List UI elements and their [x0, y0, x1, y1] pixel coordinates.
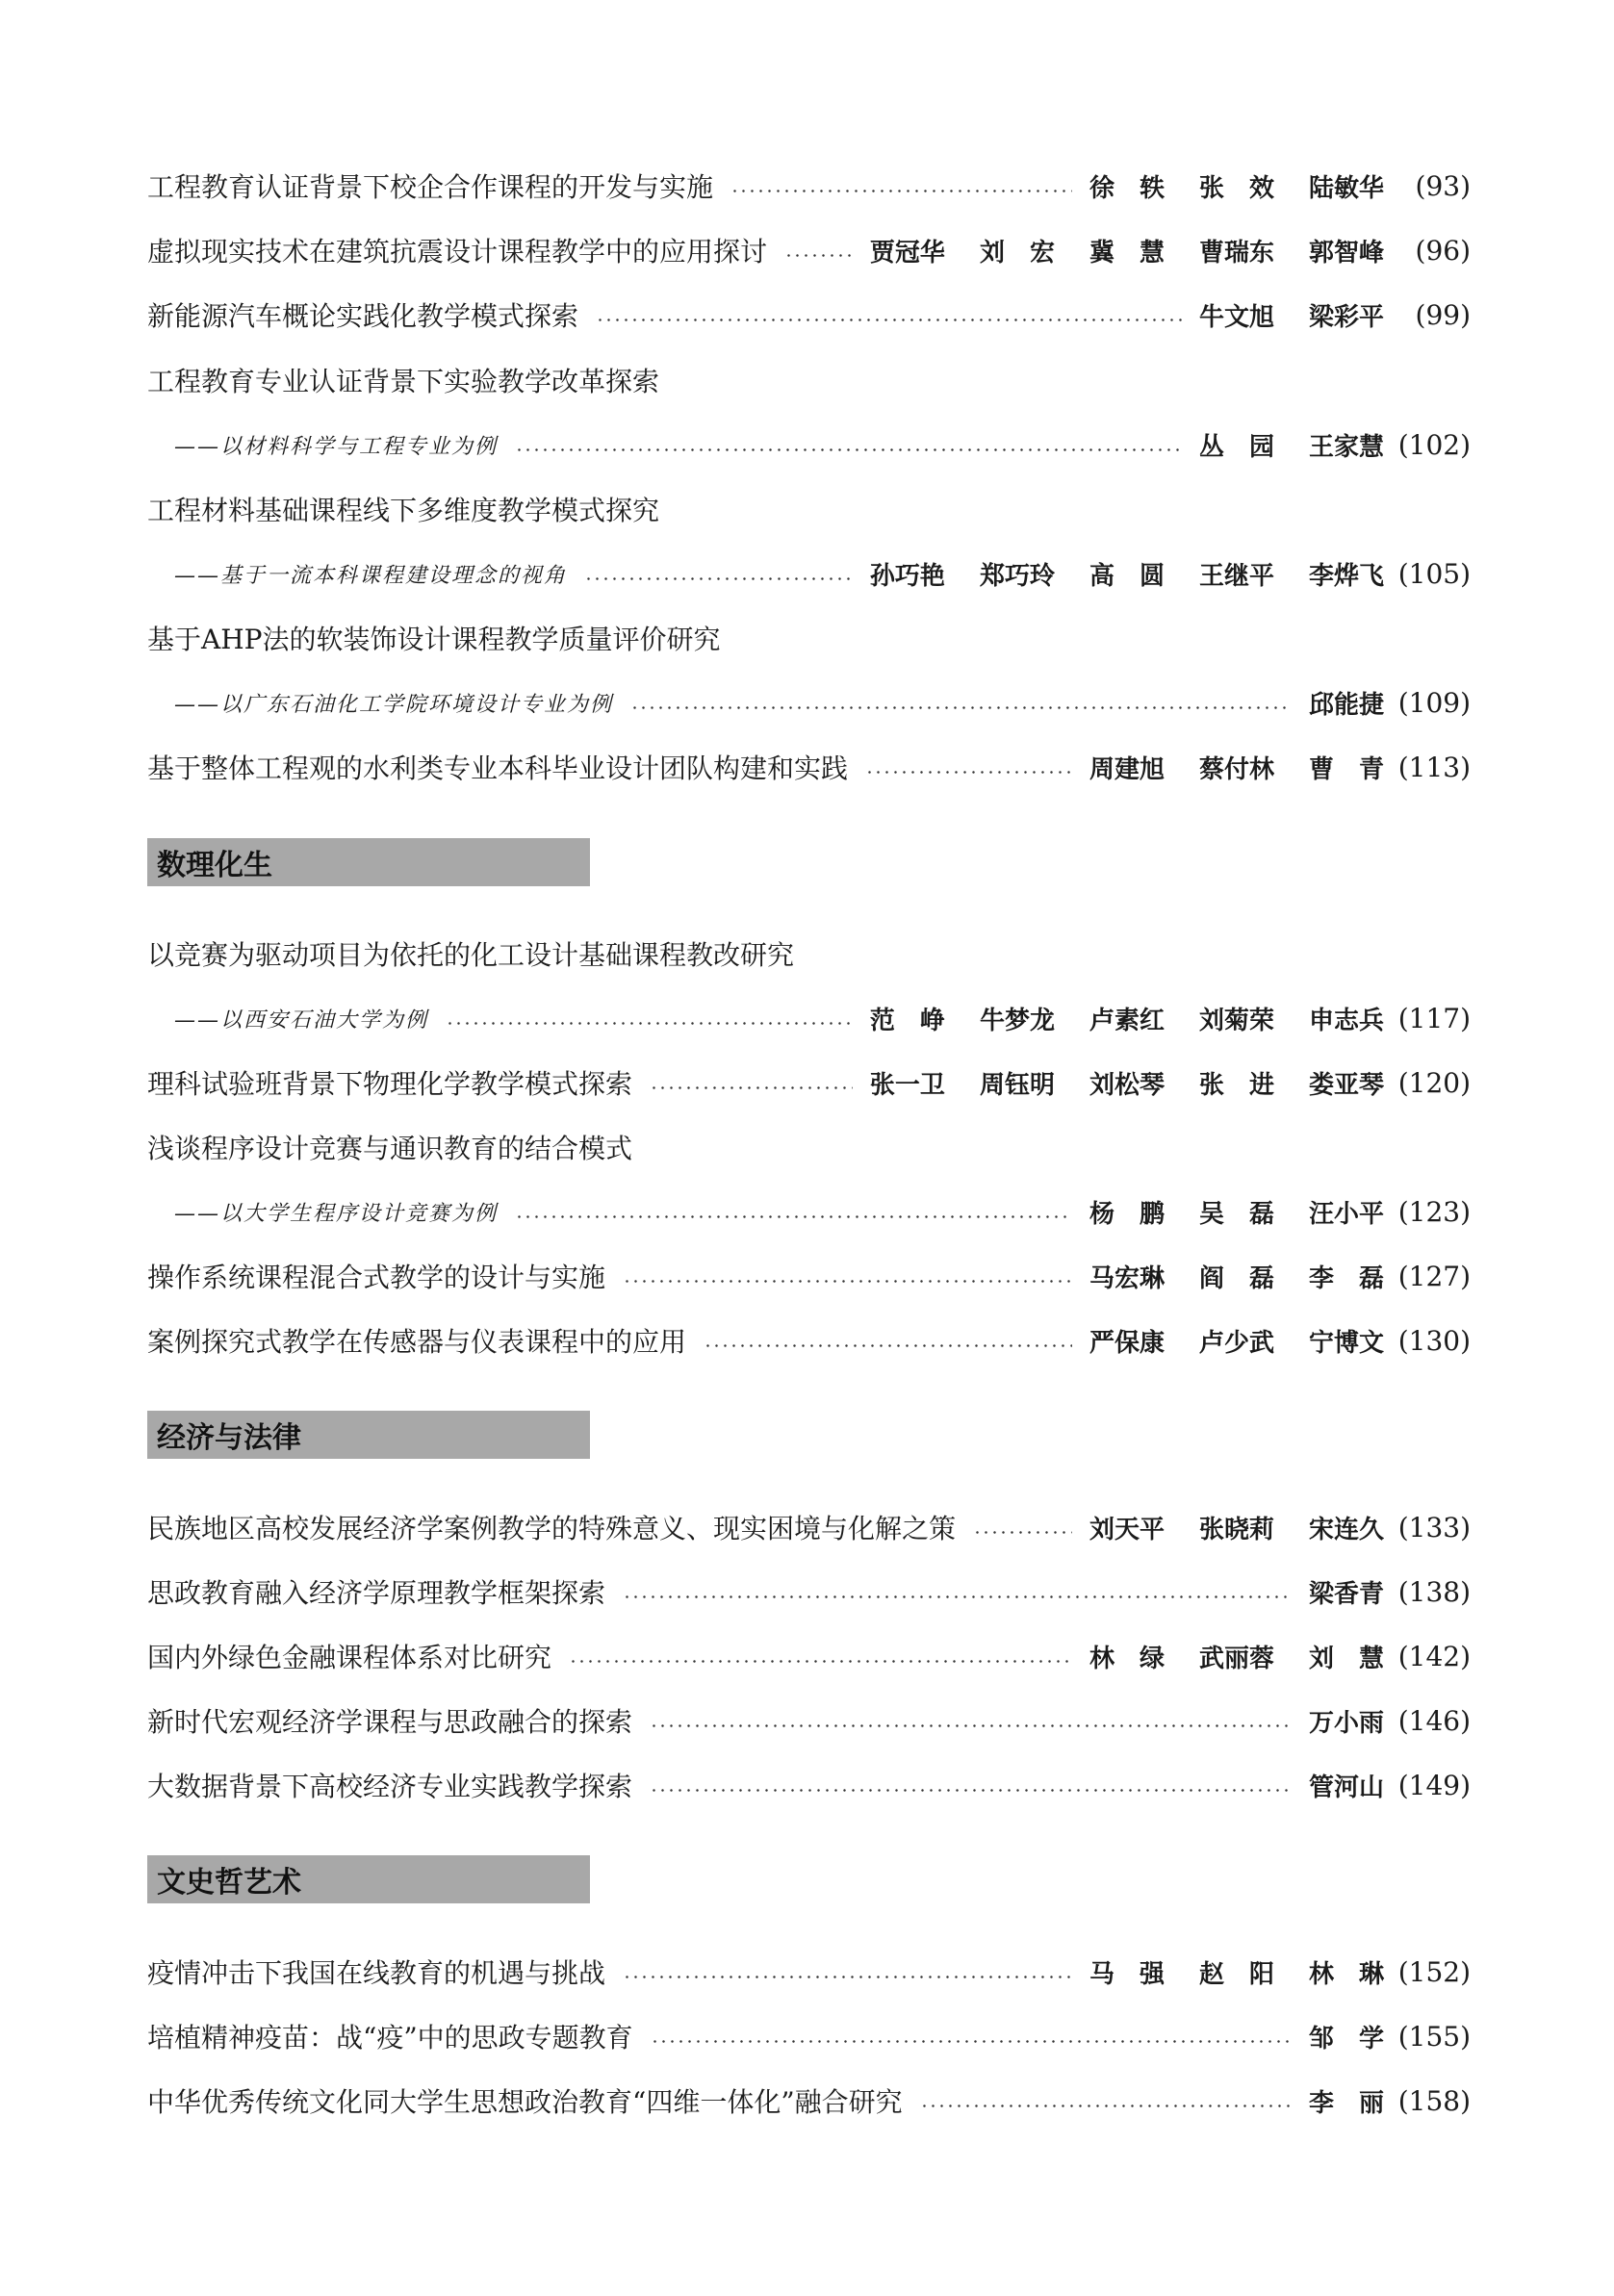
page-number: (109)	[1397, 686, 1471, 719]
dot-leader	[446, 1022, 853, 1025]
page-number: (138)	[1397, 1575, 1471, 1608]
entry-title: 以竞赛为驱动项目为依托的化工设计基础课程教改研究	[147, 939, 795, 971]
author-name: 刘菊荣	[1198, 1006, 1274, 1035]
page-number: (142)	[1397, 1640, 1471, 1672]
author-list	[1309, 2083, 1384, 2119]
page-number: (149)	[1397, 1769, 1471, 1801]
author-name: 张晓莉	[1198, 1515, 1274, 1544]
author-name: 管河山	[1308, 1773, 1384, 1802]
entry-subtitle: ——以大学生程序设计竞赛为例	[174, 1201, 499, 1226]
author-list	[1309, 1768, 1384, 1803]
toc-entry	[147, 292, 1471, 338]
author-name: 严保康	[1089, 1328, 1165, 1358]
dot-leader	[784, 254, 853, 257]
dot-leader	[650, 1086, 853, 1089]
page-number: (113)	[1397, 751, 1471, 783]
dot-leader	[704, 1344, 1072, 1347]
author-list	[1199, 297, 1384, 333]
author-name: 林 琳	[1308, 1959, 1384, 1989]
author-list	[1309, 2019, 1384, 2054]
entry-title: 中华优秀传统文化同大学生思想政治教育“四维一体化”融合研究	[147, 2086, 903, 2118]
author-list	[870, 556, 1384, 592]
author-name: 张一卫	[869, 1070, 945, 1100]
author-list	[1089, 750, 1384, 785]
author-name: 牛梦龙	[979, 1006, 1055, 1035]
author-list	[870, 1001, 1384, 1036]
author-name: 曹瑞东	[1198, 238, 1274, 268]
toc-entry	[147, 744, 1471, 790]
author-name: 王继平	[1198, 561, 1274, 591]
author-name: 徐 轶	[1089, 173, 1165, 203]
author-name: 马宏琳	[1089, 1263, 1165, 1293]
author-name: 林 绿	[1089, 1644, 1165, 1673]
author-name: 汪小平	[1308, 1199, 1384, 1229]
author-name: 梁彩平	[1308, 302, 1384, 332]
dot-leader	[630, 706, 1292, 709]
page-number: (102)	[1397, 428, 1471, 461]
author-list	[1309, 1703, 1384, 1739]
toc-entry	[147, 1633, 1471, 1679]
author-list	[1309, 1574, 1384, 1610]
toc-title-line	[147, 931, 1471, 977]
toc-entry	[147, 1317, 1471, 1364]
toc-entry	[147, 163, 1471, 209]
toc-entry	[147, 1059, 1471, 1106]
author-name: 高 圆	[1089, 561, 1165, 591]
toc-entry	[147, 550, 1471, 597]
entry-title: 工程材料基础课程线下多维度教学模式探究	[147, 495, 660, 526]
author-list	[1089, 1954, 1384, 1990]
entry-subtitle: ——以广东石油化工学院环境设计专业为例	[174, 692, 614, 717]
author-name: 郑巧玲	[979, 561, 1055, 591]
entry-title: 操作系统课程混合式教学的设计与实施	[147, 1262, 606, 1293]
author-name: 阎 磊	[1198, 1263, 1274, 1293]
page-number: (127)	[1397, 1260, 1471, 1292]
author-name: 范 峥	[869, 1006, 945, 1035]
author-list	[1089, 1639, 1384, 1674]
dot-leader	[865, 771, 1072, 774]
toc-entry	[147, 1697, 1471, 1744]
author-name: 周钰明	[979, 1070, 1055, 1100]
author-name: 刘天平	[1089, 1515, 1165, 1544]
author-name: 孙巧艳	[869, 561, 945, 591]
entry-subtitle: ——以西安石油大学为例	[174, 1008, 429, 1033]
table-of-contents	[147, 0, 1471, 2296]
toc-entry	[147, 1762, 1471, 1808]
author-name: 娄亚琴	[1308, 1070, 1384, 1100]
dot-leader	[623, 1976, 1072, 1978]
toc-entry	[147, 995, 1471, 1041]
dot-leader	[650, 1789, 1292, 1792]
page-number: (117)	[1397, 1002, 1471, 1034]
author-name: 曹 青	[1308, 754, 1384, 784]
toc-entry	[147, 1949, 1471, 1995]
toc-title-line	[147, 357, 1471, 403]
author-list	[1309, 685, 1384, 721]
entry-subtitle: ——以材料科学与工程专业为例	[174, 434, 499, 459]
toc-entry	[147, 2078, 1471, 2124]
author-name: 邹 学	[1308, 2024, 1384, 2054]
entry-title: 思政教育融入经济学原理教学框架探索	[147, 1577, 606, 1609]
author-name: 刘 宏	[979, 238, 1055, 268]
entry-title: 基于整体工程观的水利类专业本科毕业设计团队构建和实践	[147, 753, 849, 784]
author-name: 邱能捷	[1308, 690, 1384, 720]
toc-entry	[147, 1569, 1471, 1615]
dot-leader	[596, 319, 1182, 321]
author-name: 周建旭	[1089, 754, 1165, 784]
author-name: 陆敏华	[1308, 173, 1384, 203]
page-number: (146)	[1397, 1704, 1471, 1737]
section-heading: 经济与法律	[147, 1411, 590, 1459]
page-number: (120)	[1397, 1066, 1471, 1099]
author-name: 宋连久	[1308, 1515, 1384, 1544]
entry-title: 民族地区高校发展经济学案例教学的特殊意义、现实困境与化解之策	[147, 1513, 957, 1544]
toc-entry	[147, 2013, 1471, 2059]
toc-title-line	[147, 1124, 1471, 1170]
section-heading: 数理化生	[147, 838, 590, 886]
author-name: 宁博文	[1308, 1328, 1384, 1358]
entry-title: 案例探究式教学在传感器与仪表课程中的应用	[147, 1326, 687, 1358]
toc-entry	[147, 679, 1471, 726]
author-name: 张 效	[1198, 173, 1274, 203]
author-name: 李 丽	[1308, 2088, 1384, 2118]
author-name: 李烨飞	[1308, 561, 1384, 591]
author-list	[1089, 1194, 1384, 1230]
entry-title: 工程教育专业认证背景下实验教学改革探索	[147, 366, 660, 397]
toc-entry	[147, 421, 1471, 468]
entry-title: 新时代宏观经济学课程与思政融合的探索	[147, 1706, 633, 1738]
page-number: (123)	[1397, 1195, 1471, 1228]
dot-leader	[623, 1280, 1072, 1283]
page-number: (133)	[1397, 1511, 1471, 1543]
page-number: (130)	[1397, 1324, 1471, 1357]
author-name: 梁香青	[1308, 1579, 1384, 1609]
dot-leader	[650, 1724, 1292, 1727]
entry-title: 理科试验班背景下物理化学教学模式探索	[147, 1068, 633, 1100]
author-list	[1089, 1259, 1384, 1294]
entry-title: 工程教育认证背景下校企合作课程的开发与实施	[147, 171, 714, 203]
author-name: 丛 园	[1198, 432, 1274, 462]
entry-title: 基于AHP法的软装饰设计课程教学质量评价研究	[147, 624, 721, 655]
dot-leader	[569, 1660, 1072, 1663]
author-name: 卢素红	[1089, 1006, 1165, 1035]
entry-title: 国内外绿色金融课程体系对比研究	[147, 1642, 552, 1673]
entry-title: 新能源汽车概论实践化教学模式探索	[147, 300, 579, 332]
toc-title-line	[147, 615, 1471, 661]
author-name: 郭智峰	[1308, 238, 1384, 268]
author-name: 卢少武	[1198, 1328, 1274, 1358]
author-name: 万小雨	[1308, 1708, 1384, 1738]
author-name: 赵 阳	[1198, 1959, 1274, 1989]
toc-entry	[147, 1253, 1471, 1299]
dot-leader	[973, 1531, 1072, 1534]
entry-title: 培植精神疫苗：战“疫”中的思政专题教育	[147, 2022, 633, 2054]
author-name: 刘 慧	[1308, 1644, 1384, 1673]
author-name: 刘松琴	[1089, 1070, 1165, 1100]
author-name: 牛文旭	[1198, 302, 1274, 332]
page-number: (96)	[1415, 234, 1471, 267]
page-number: (99)	[1415, 298, 1471, 331]
page-number: (105)	[1397, 557, 1471, 590]
author-name: 贾冠华	[869, 238, 945, 268]
author-name: 吴 磊	[1198, 1199, 1274, 1229]
entry-title: 虚拟现实技术在建筑抗震设计课程教学中的应用探讨	[147, 236, 768, 268]
author-name: 武丽蓉	[1198, 1644, 1274, 1673]
page-number: (93)	[1415, 169, 1471, 202]
author-list	[1089, 168, 1384, 204]
dot-leader	[515, 448, 1182, 451]
dot-leader	[651, 2040, 1292, 2043]
toc-title-line	[147, 486, 1471, 532]
author-list	[1199, 427, 1384, 463]
author-list	[1089, 1510, 1384, 1545]
page-number: (158)	[1397, 2084, 1471, 2117]
section-heading: 文史哲艺术	[147, 1855, 590, 1903]
dot-leader	[623, 1595, 1292, 1598]
page-number: (152)	[1397, 1955, 1471, 1988]
dot-leader	[515, 1215, 1072, 1218]
toc-entry	[147, 1504, 1471, 1550]
toc-entry	[147, 227, 1471, 273]
author-list	[870, 233, 1384, 268]
entry-title: 疫情冲击下我国在线教育的机遇与挑战	[147, 1957, 606, 1989]
dot-leader	[730, 190, 1072, 192]
dot-leader	[920, 2105, 1292, 2107]
page-number: (155)	[1397, 2020, 1471, 2053]
author-name: 李 磊	[1308, 1263, 1384, 1293]
author-name: 冀 慧	[1089, 238, 1165, 268]
toc-entry	[147, 1188, 1471, 1235]
author-name: 张 进	[1198, 1070, 1274, 1100]
author-list	[870, 1065, 1384, 1101]
dot-leader	[584, 577, 853, 580]
author-name: 马 强	[1089, 1959, 1165, 1989]
entry-title: 大数据背景下高校经济专业实践教学探索	[147, 1771, 633, 1802]
author-name: 王家慧	[1308, 432, 1384, 462]
entry-subtitle: ——基于一流本科课程建设理念的视角	[174, 563, 568, 588]
author-name: 蔡付林	[1198, 754, 1274, 784]
author-name: 申志兵	[1308, 1006, 1384, 1035]
author-list	[1089, 1323, 1384, 1359]
entry-title: 浅谈程序设计竞赛与通识教育的结合模式	[147, 1133, 633, 1164]
author-name: 杨 鹏	[1089, 1199, 1165, 1229]
